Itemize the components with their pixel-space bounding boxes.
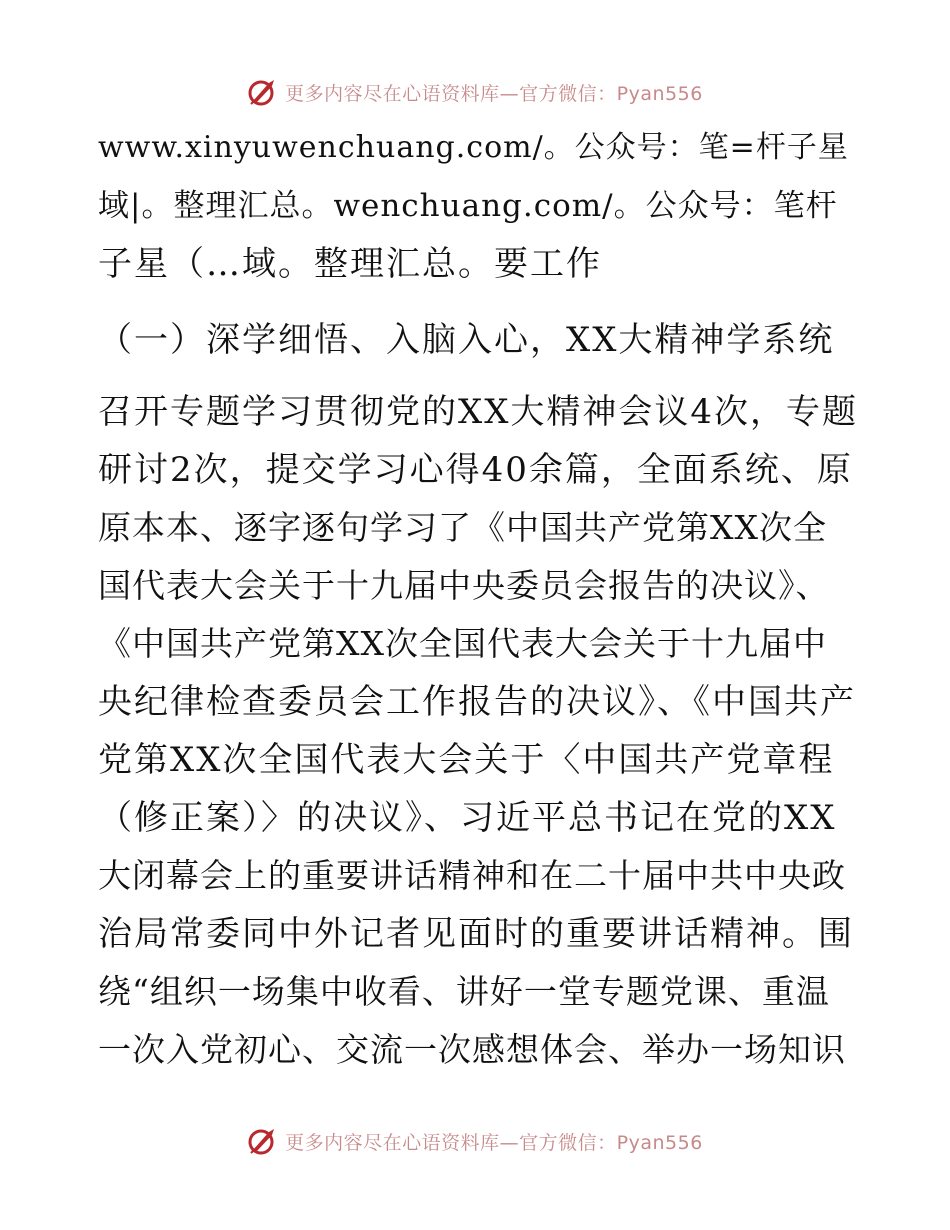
pen-circle-logo-icon (247, 1125, 279, 1157)
body-line: 大闭幕会上的重要讲话精神和在二十届中共中央政 (98, 856, 846, 895)
header-banner (0, 72, 950, 112)
body-line: 央纪律检查委员会工作报告的决议》、《中国共产 (98, 682, 856, 722)
body-line: 子星（…域。整理汇总。要工作 (98, 244, 602, 284)
body-line: 一次入党初心、交流一次感想体会、举办一场知识 (98, 1030, 846, 1069)
body-line: （修正案）〉的决议》、习近平总书记在党的XX (98, 798, 837, 838)
body-line: 召开专题学习贯彻党的XX大精神会议4次，专题 (98, 392, 859, 432)
footer-banner (0, 1121, 950, 1161)
body-line: 党第XX次全国代表大会关于〈中国共产党章程 (98, 740, 835, 780)
pen-circle-logo-icon (247, 76, 279, 108)
section-heading: （一）深学细悟、入脑入心，XX大精神学系统 (98, 320, 835, 360)
body-line: 《中国共产党第XX次全国代表大会关于十九届中 (98, 624, 827, 663)
body-line: 绕“组织一场集中收看、讲好一堂专题党课、重温 (98, 972, 830, 1011)
body-line: 国代表大会关于十九届中央委员会报告的决议》、 (98, 566, 830, 605)
header-banner-text: 更多内容尽在心语资料库—官方微信：Pyan556 (285, 82, 703, 105)
body-line: 治局常委同中外记者见面时的重要讲话精神。围 (98, 914, 854, 954)
footer-banner-text: 更多内容尽在心语资料库—官方微信：Pyan556 (285, 1131, 703, 1154)
body-line: 域|。整理汇总。wenchuang.com/。公众号：笔杆 (98, 188, 838, 224)
body-line: 研讨2次，提交学习心得40余篇，全面系统、原 (98, 450, 853, 490)
body-line: 原本本、逐字逐句学习了《中国共产党第XX次全 (98, 508, 827, 547)
body-line: www.xinyuwenchuang.com/。公众号：笔=杆子星 (98, 130, 849, 165)
